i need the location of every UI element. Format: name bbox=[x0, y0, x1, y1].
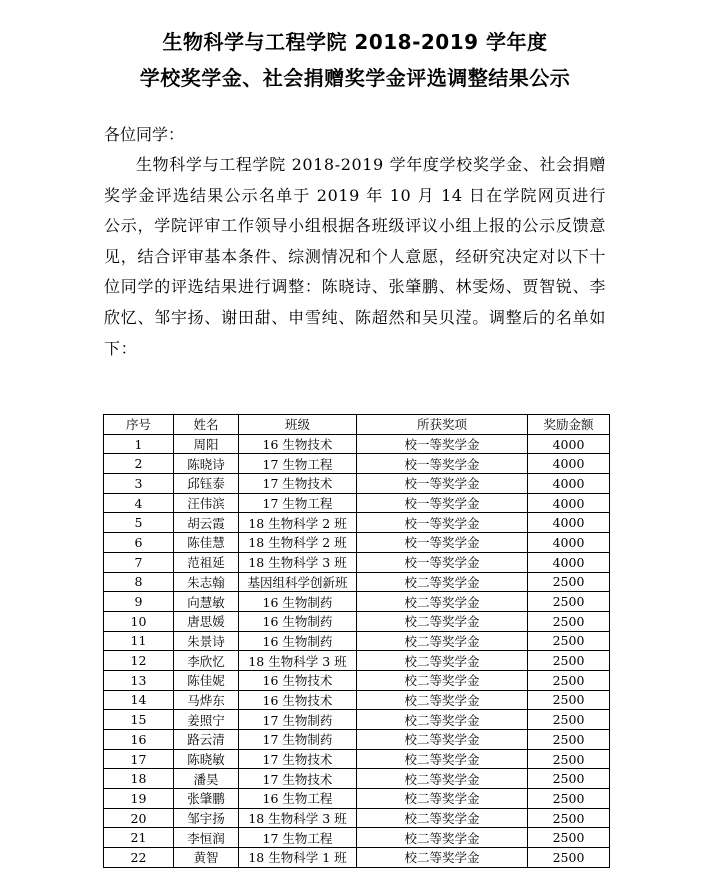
table-row bbox=[104, 651, 610, 671]
table-row bbox=[104, 789, 610, 809]
cell-amount: 4000 bbox=[528, 434, 610, 454]
cell-name: 潘昊 bbox=[174, 769, 239, 789]
cell-award: 校二等奖学金 bbox=[357, 592, 528, 612]
cell-amount: 2500 bbox=[528, 670, 610, 690]
cell-amount: 4000 bbox=[528, 513, 610, 533]
cell-index: 22 bbox=[104, 848, 174, 868]
cell-award: 校二等奖学金 bbox=[357, 631, 528, 651]
cell-class: 16 生物制药 bbox=[239, 592, 357, 612]
cell-index: 10 bbox=[104, 611, 174, 631]
table-row bbox=[104, 690, 610, 710]
cell-class: 17 生物技术 bbox=[239, 474, 357, 494]
cell-award: 校一等奖学金 bbox=[357, 493, 528, 513]
cell-name: 陈佳妮 bbox=[174, 670, 239, 690]
cell-class: 16 生物技术 bbox=[239, 434, 357, 454]
table-row bbox=[104, 474, 610, 494]
cell-award: 校一等奖学金 bbox=[357, 454, 528, 474]
cell-name: 陈佳慧 bbox=[174, 533, 239, 553]
cell-class: 18 生物科学 3 班 bbox=[239, 552, 357, 572]
table-row bbox=[104, 552, 610, 572]
cell-award: 校二等奖学金 bbox=[357, 828, 528, 848]
cell-amount: 2500 bbox=[528, 611, 610, 631]
cell-award: 校二等奖学金 bbox=[357, 789, 528, 809]
table-row bbox=[104, 769, 610, 789]
cell-index: 8 bbox=[104, 572, 174, 592]
cell-index: 11 bbox=[104, 631, 174, 651]
cell-amount: 2500 bbox=[528, 631, 610, 651]
cell-index: 15 bbox=[104, 710, 174, 730]
cell-index: 16 bbox=[104, 730, 174, 750]
cell-class: 17 生物制药 bbox=[239, 710, 357, 730]
cell-amount: 4000 bbox=[528, 474, 610, 494]
table-row bbox=[104, 749, 610, 769]
cell-award: 校二等奖学金 bbox=[357, 730, 528, 750]
cell-class: 17 生物工程 bbox=[239, 493, 357, 513]
cell-class: 16 生物制药 bbox=[239, 631, 357, 651]
table-row bbox=[104, 848, 610, 868]
header-award: 所获奖项 bbox=[357, 415, 528, 435]
announcement-paragraph: 生物科学与工程学院 2018-2019 学年度学校奖学金、社会捐赠奖学金评选结果公示名单于 2019 年 10 月 14 日在学院网页进行公示，学院评审工作领导小组根据各班级评议小组上报的公示反馈意见，结合评审基本条件、综测情况和个人意愿，经研究决定对以下十位同学的评选结果进行调整：陈晓诗、张肇鹏、林雯炀、贾智锐、李欣忆、邹宇扬、谢田甜、申雪纯、陈超然和吴贝滢。调整后的名单如下： bbox=[104, 155, 606, 358]
cell-index: 6 bbox=[104, 533, 174, 553]
cell-name: 路云清 bbox=[174, 730, 239, 750]
cell-class: 18 生物科学 1 班 bbox=[239, 848, 357, 868]
cell-award: 校一等奖学金 bbox=[357, 552, 528, 572]
cell-name: 朱志翰 bbox=[174, 572, 239, 592]
cell-amount: 2500 bbox=[528, 769, 610, 789]
cell-amount: 2500 bbox=[528, 592, 610, 612]
cell-index: 21 bbox=[104, 828, 174, 848]
cell-award: 校二等奖学金 bbox=[357, 749, 528, 769]
salutation: 各位同学： bbox=[104, 125, 185, 144]
cell-award: 校一等奖学金 bbox=[357, 474, 528, 494]
cell-name: 黄智 bbox=[174, 848, 239, 868]
table-header-row bbox=[104, 415, 610, 435]
cell-index: 18 bbox=[104, 769, 174, 789]
cell-name: 胡云霞 bbox=[174, 513, 239, 533]
table-row bbox=[104, 592, 610, 612]
table-row bbox=[104, 808, 610, 828]
cell-class: 18 生物科学 3 班 bbox=[239, 808, 357, 828]
cell-amount: 2500 bbox=[528, 730, 610, 750]
cell-amount: 2500 bbox=[528, 710, 610, 730]
cell-index: 7 bbox=[104, 552, 174, 572]
header-index: 序号 bbox=[104, 415, 174, 435]
cell-name: 姜照宁 bbox=[174, 710, 239, 730]
cell-amount: 4000 bbox=[528, 454, 610, 474]
cell-amount: 2500 bbox=[528, 749, 610, 769]
cell-index: 9 bbox=[104, 592, 174, 612]
cell-name: 马烨东 bbox=[174, 690, 239, 710]
document-title-line-2: 学校奖学金、社会捐赠奖学金评选调整结果公示 bbox=[139, 66, 571, 90]
cell-class: 17 生物工程 bbox=[239, 454, 357, 474]
cell-award: 校一等奖学金 bbox=[357, 513, 528, 533]
cell-index: 2 bbox=[104, 454, 174, 474]
table-row bbox=[104, 631, 610, 651]
cell-class: 16 生物技术 bbox=[239, 670, 357, 690]
cell-index: 20 bbox=[104, 808, 174, 828]
table-row bbox=[104, 454, 610, 474]
cell-name: 汪伟滨 bbox=[174, 493, 239, 513]
cell-index: 14 bbox=[104, 690, 174, 710]
cell-index: 17 bbox=[104, 749, 174, 769]
cell-index: 5 bbox=[104, 513, 174, 533]
cell-index: 4 bbox=[104, 493, 174, 513]
cell-amount: 2500 bbox=[528, 808, 610, 828]
cell-amount: 4000 bbox=[528, 552, 610, 572]
table-row bbox=[104, 730, 610, 750]
table-row bbox=[104, 572, 610, 592]
cell-name: 朱景诗 bbox=[174, 631, 239, 651]
cell-index: 19 bbox=[104, 789, 174, 809]
cell-award: 校二等奖学金 bbox=[357, 769, 528, 789]
table-row bbox=[104, 611, 610, 631]
cell-amount: 2500 bbox=[528, 651, 610, 671]
cell-name: 邱钰泰 bbox=[174, 474, 239, 494]
cell-class: 16 生物技术 bbox=[239, 690, 357, 710]
cell-class: 17 生物技术 bbox=[239, 749, 357, 769]
cell-name: 陈晓诗 bbox=[174, 454, 239, 474]
table-row bbox=[104, 828, 610, 848]
cell-class: 17 生物工程 bbox=[239, 828, 357, 848]
table-row bbox=[104, 434, 610, 454]
cell-amount: 2500 bbox=[528, 828, 610, 848]
cell-award: 校二等奖学金 bbox=[357, 690, 528, 710]
cell-amount: 2500 bbox=[528, 848, 610, 868]
header-amount: 奖励金额 bbox=[528, 415, 610, 435]
cell-name: 周阳 bbox=[174, 434, 239, 454]
cell-index: 1 bbox=[104, 434, 174, 454]
cell-class: 16 生物工程 bbox=[239, 789, 357, 809]
cell-name: 范祖延 bbox=[174, 552, 239, 572]
cell-award: 校二等奖学金 bbox=[357, 611, 528, 631]
cell-name: 张肇鹏 bbox=[174, 789, 239, 809]
cell-index: 3 bbox=[104, 474, 174, 494]
cell-award: 校二等奖学金 bbox=[357, 710, 528, 730]
cell-class: 16 生物制药 bbox=[239, 611, 357, 631]
cell-name: 邹宇扬 bbox=[174, 808, 239, 828]
cell-class: 基因组科学创新班 bbox=[239, 572, 357, 592]
cell-class: 17 生物制药 bbox=[239, 730, 357, 750]
cell-award: 校二等奖学金 bbox=[357, 572, 528, 592]
cell-class: 18 生物科学 2 班 bbox=[239, 533, 357, 553]
cell-class: 18 生物科学 3 班 bbox=[239, 651, 357, 671]
cell-amount: 4000 bbox=[528, 533, 610, 553]
table-row bbox=[104, 533, 610, 553]
table-row bbox=[104, 710, 610, 730]
cell-amount: 2500 bbox=[528, 572, 610, 592]
cell-amount: 2500 bbox=[528, 789, 610, 809]
cell-class: 18 生物科学 2 班 bbox=[239, 513, 357, 533]
table-row bbox=[104, 493, 610, 513]
cell-name: 李恒润 bbox=[174, 828, 239, 848]
cell-name: 向慧敏 bbox=[174, 592, 239, 612]
table-row bbox=[104, 513, 610, 533]
table-row bbox=[104, 670, 610, 690]
cell-name: 李欣忆 bbox=[174, 651, 239, 671]
cell-award: 校一等奖学金 bbox=[357, 434, 528, 454]
cell-class: 17 生物技术 bbox=[239, 769, 357, 789]
table-body bbox=[104, 434, 610, 867]
cell-award: 校二等奖学金 bbox=[357, 808, 528, 828]
cell-name: 陈晓敏 bbox=[174, 749, 239, 769]
cell-index: 13 bbox=[104, 670, 174, 690]
cell-amount: 4000 bbox=[528, 493, 610, 513]
scholarship-table bbox=[103, 414, 610, 868]
document-title-line-1: 生物科学与工程学院 2018-2019 学年度 bbox=[162, 30, 548, 54]
cell-award: 校二等奖学金 bbox=[357, 848, 528, 868]
cell-amount: 2500 bbox=[528, 690, 610, 710]
header-name: 姓名 bbox=[174, 415, 239, 435]
cell-index: 12 bbox=[104, 651, 174, 671]
cell-award: 校二等奖学金 bbox=[357, 651, 528, 671]
cell-award: 校一等奖学金 bbox=[357, 533, 528, 553]
cell-name: 唐思媛 bbox=[174, 611, 239, 631]
header-class: 班级 bbox=[239, 415, 357, 435]
cell-award: 校二等奖学金 bbox=[357, 670, 528, 690]
